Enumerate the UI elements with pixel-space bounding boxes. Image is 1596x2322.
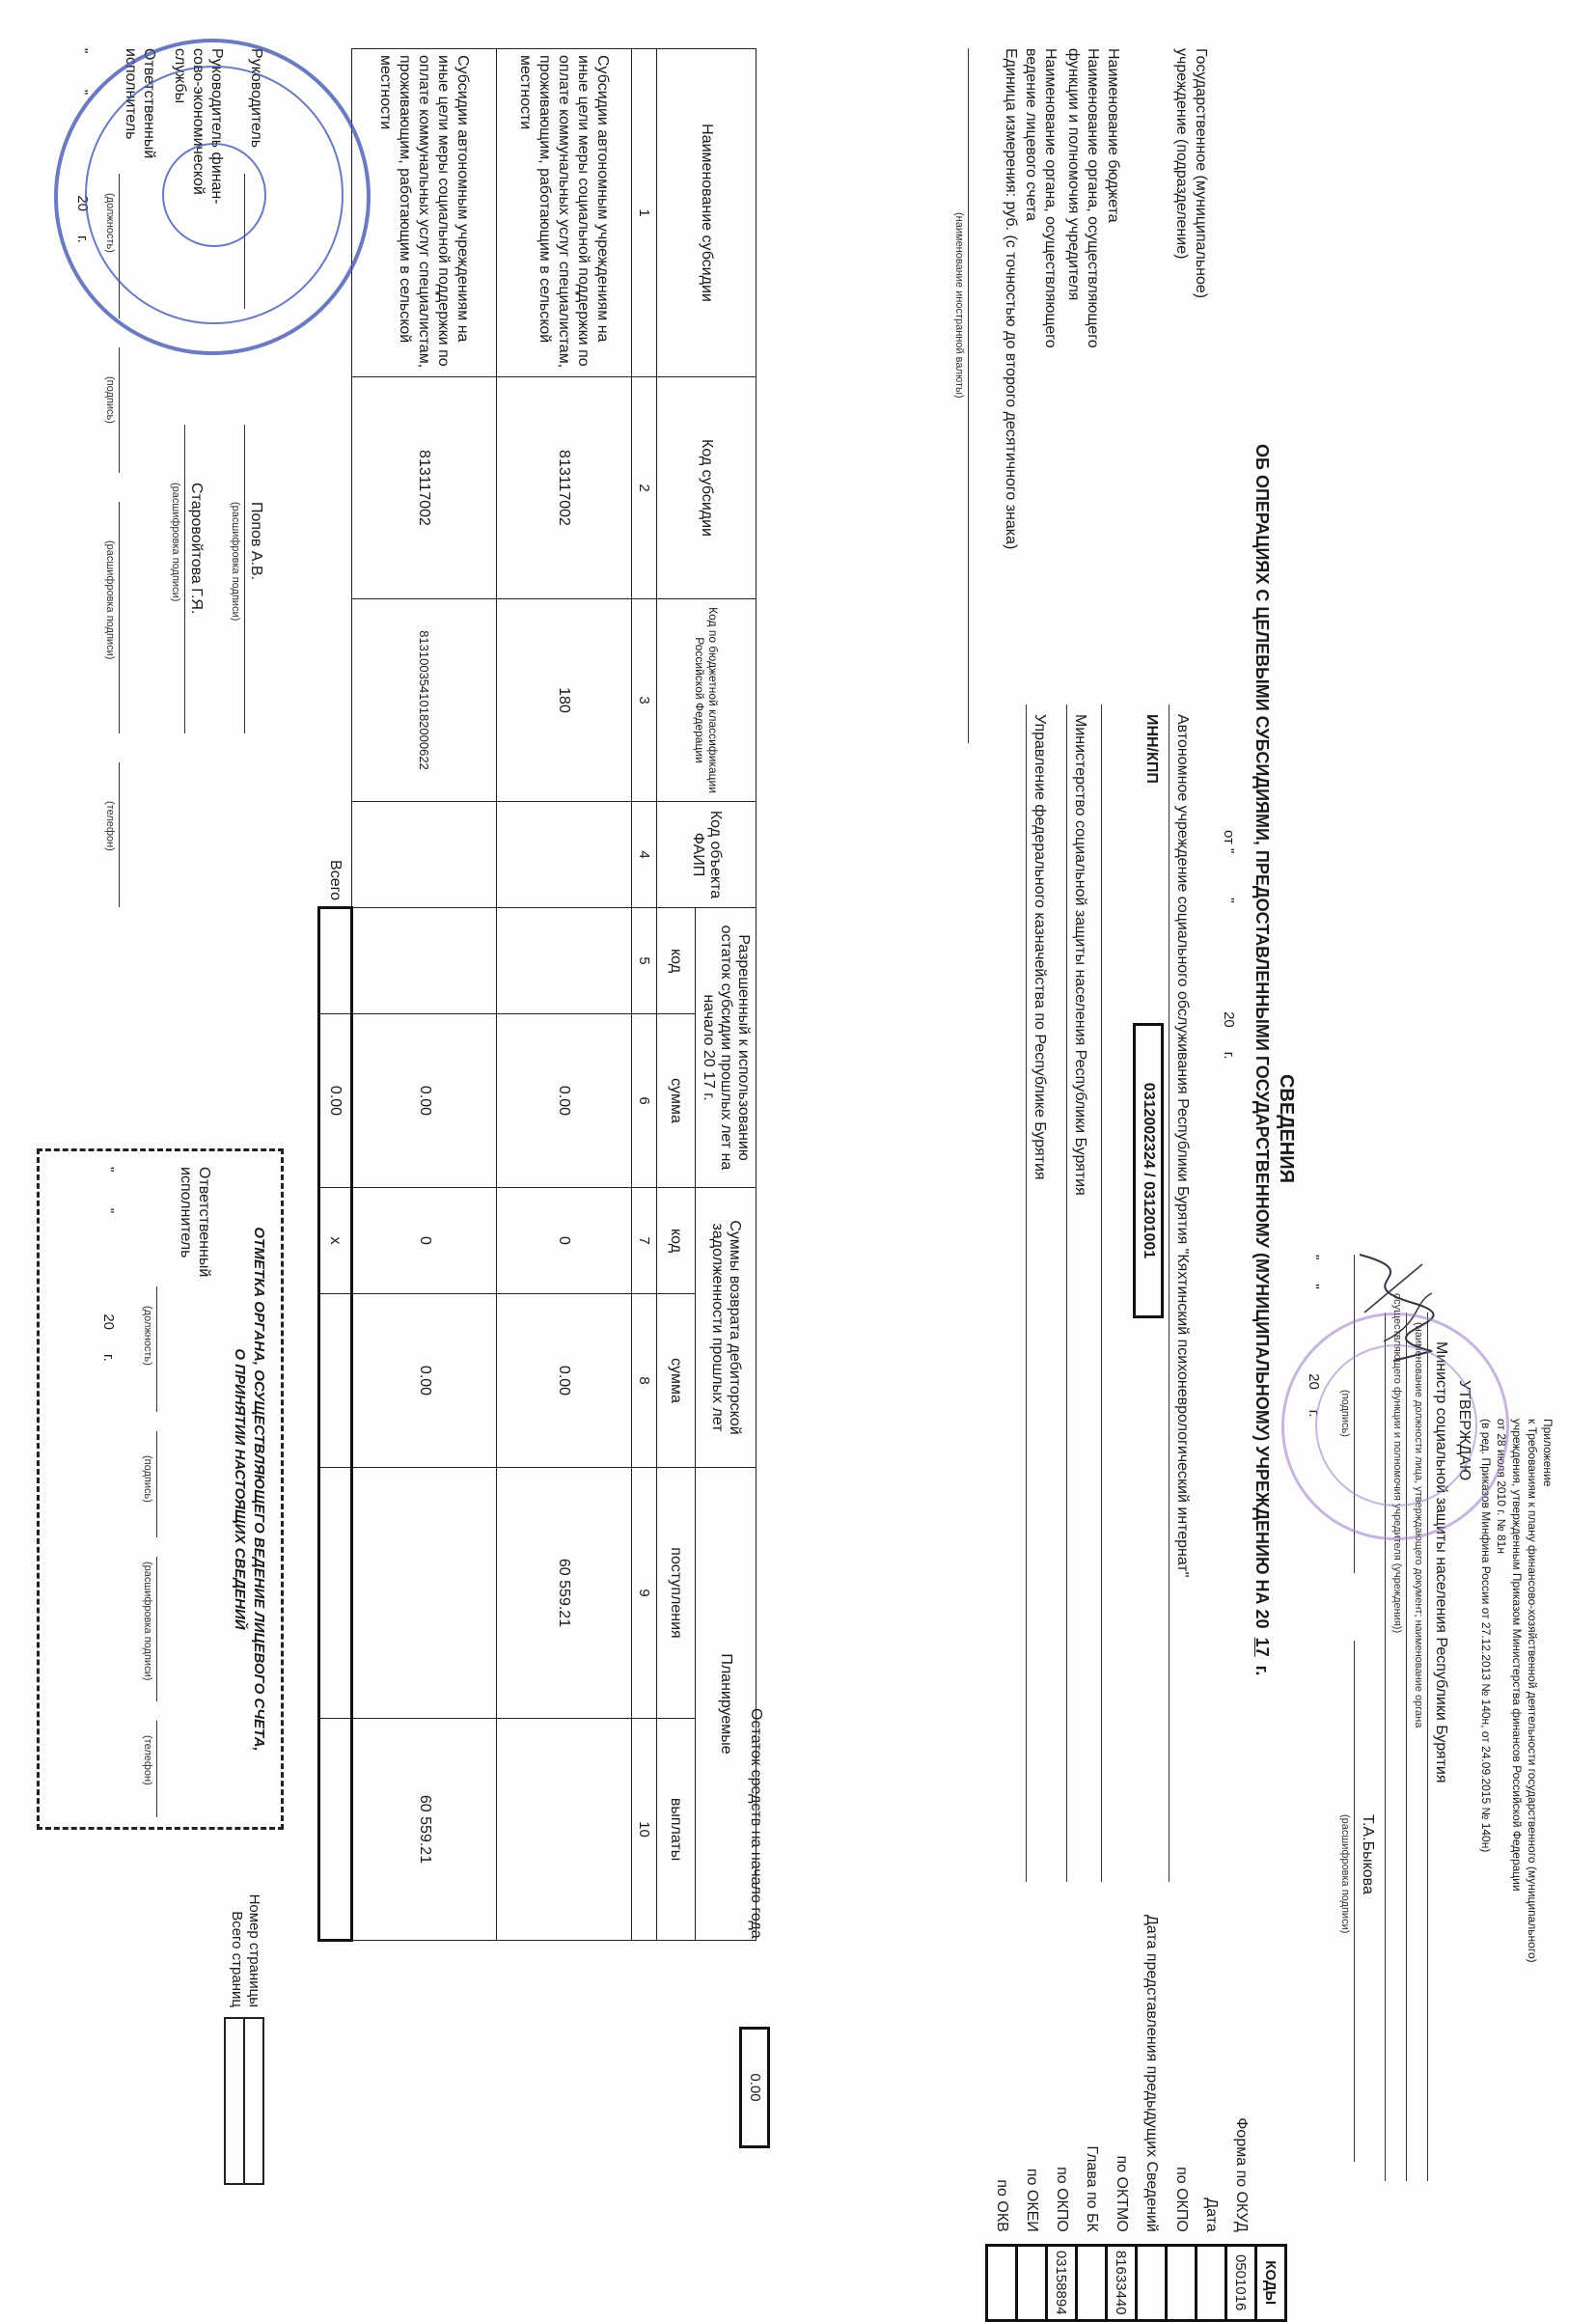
report-date: от " " 20 г. (1221, 830, 1237, 1060)
code-label: по ОКВ (994, 2179, 1010, 2232)
header-code: Код субсидии (657, 377, 757, 599)
position-caption: (наименование должности лица, утверждающего документ; наименование органа (1413, 1322, 1424, 1728)
code-label: по ОКЕИ (1024, 2168, 1040, 2232)
bk-code: 180 (497, 599, 632, 802)
founder-label (1063, 48, 1102, 348)
approve-date: " " 20 г. (1306, 1255, 1322, 1418)
income-value (352, 1468, 497, 1719)
page-number-box (243, 2017, 264, 2185)
code-value: 0501016 (1226, 2245, 1256, 2320)
currency-caption: (наименование иностранной валюты) (953, 212, 965, 399)
allowed-code (497, 908, 632, 1014)
column-number: 9 (632, 1468, 657, 1719)
position-caption: (должность) (142, 1306, 153, 1366)
signature-caption: (подпись) (104, 376, 116, 424)
account-org-name: Управление федерального казначейства по Республике Бурятия (1032, 714, 1048, 1180)
return-code: 0 (497, 1188, 632, 1294)
label-line: функции и полномочия учредителя (1065, 48, 1082, 301)
header-income: поступления (657, 1468, 696, 1719)
label-line: службы (172, 48, 188, 104)
column-number: 6 (632, 1014, 657, 1188)
balance-label: Остаток средств на начало года (748, 1708, 764, 1939)
subsidy-name: Субсидии автономным учреждениям на иные цели меры социальной поддержки по оплате коммунальных услуг специалистам, проживающим, работающим в сельской местности (352, 49, 497, 377)
institution-name: Автономное учреждение социального обслуживания Республики Бурятия "Кяхтинский психоневрологический интернат" (1174, 714, 1191, 1578)
phone-caption: (телефон) (104, 801, 116, 851)
mark-date: " " 20 г. (100, 1167, 117, 1362)
institution-label (1171, 48, 1210, 298)
code-label: Дата представления предыдущих Сведений (1143, 1915, 1160, 2232)
phone-caption: (телефон) (142, 1735, 153, 1785)
report-year: 17 (1252, 1637, 1272, 1657)
appendix-line: Приложение (1541, 1419, 1555, 1487)
column-number: 3 (632, 599, 657, 802)
subsidy-code: 813117002 (352, 377, 497, 599)
subsidy-code: 813117002 (497, 377, 632, 599)
header-payment: выплаты (657, 1719, 696, 1941)
header-code-sub: код (657, 1188, 696, 1294)
signature-caption: (подпись) (1339, 1390, 1351, 1437)
name-caption: (расшифровка подписи) (142, 1562, 153, 1681)
label-line: Государственное (муниципальное) (1193, 48, 1209, 299)
account-label (1021, 48, 1059, 348)
treasury-mark-box (37, 1148, 284, 1830)
appendix-line: (в ред. Приказов Минфина России от 27.12.2013 № 140н, от 24.09.2015 № 140н) (1479, 1419, 1493, 1853)
payment-value: 60 559.21 (352, 1719, 497, 1941)
header-planned: Планируемые (696, 1468, 757, 1941)
head-caption: (расшифровка подписи) (230, 502, 241, 622)
column-number: 5 (632, 908, 657, 1014)
label-line: сово-экономической (190, 48, 206, 195)
head-name: Попов А.В. (248, 502, 264, 581)
allowed-sum: 0.00 (352, 1014, 497, 1188)
allowed-sum: 0.00 (497, 1014, 632, 1188)
total-row (319, 49, 352, 1941)
payment-value (497, 1719, 632, 1941)
page-labels (228, 1834, 262, 2007)
codes-header: КОДЫ (1256, 2245, 1286, 2320)
code-label: Глава по БК (1084, 2145, 1100, 2232)
header-sum-sub: сумма (657, 1014, 696, 1188)
header-bk: Код по бюджетной классификации Российской Федерации (657, 599, 757, 802)
unit-label: Единица измерения: руб. (с точностью до второго десятичного знака) (1003, 48, 1019, 550)
total-pages-label: Всего страниц (229, 1911, 245, 2007)
label-line: Ответственный (196, 1167, 212, 1278)
label-line: Руководитель финан- (208, 48, 225, 205)
column-number: 2 (632, 377, 657, 599)
fin-name: Старовойтова Г.Я. (188, 483, 205, 615)
codes-table (985, 1911, 1287, 2322)
code-value: 81633440 (1107, 2245, 1137, 2320)
name-caption: (расшифровка подписи) (104, 540, 116, 660)
subsidy-name: Субсидии автономным учреждениям на иные цели меры социальной поддержки по оплате коммунальных услуг специалистам, проживающим, работающим в сельской местности (497, 49, 632, 377)
label-line: исполнитель (178, 1167, 194, 1258)
code-label: по ОКПО (1173, 2167, 1190, 2232)
header-sum-sub: сумма (657, 1294, 696, 1468)
bk-code: 81310035410182000622 (352, 599, 497, 802)
code-value (1017, 2245, 1047, 2320)
label-line: исполнитель (123, 48, 139, 140)
return-sum: 0.00 (352, 1294, 497, 1468)
subtitle-end: г. (1252, 1665, 1272, 1676)
position-caption: осуществляющего функции и полномочия учредителя (учреждения)) (1391, 1293, 1403, 1634)
header-return: Суммы возврата дебиторской задолженности прошлых лет (696, 1188, 757, 1468)
signature-caption: (подпись) (142, 1455, 153, 1503)
code-value (1197, 2245, 1226, 2320)
code-label: Форма по ОКУД (1233, 2117, 1250, 2232)
page-number-label: Номер страницы (246, 1894, 262, 2007)
label-line: Наименование органа, осуществляющего (1042, 48, 1059, 348)
subtitle-text: ОБ ОПЕРАЦИЯХ С ЦЕЛЕВЫМИ СУБСИДИЯМИ, ПРЕДОСТАВЛЕННЫМИ ГОСУДАРСТВЕННОМУ (МУНИЦИПАЛЬНОМУ) УЧРЕЖДЕНИЮ НА 20 (1252, 444, 1272, 1629)
table-row (352, 49, 497, 1941)
head-label: Руководитель (248, 48, 264, 149)
total-pages-box (224, 2017, 245, 2185)
column-number: 10 (632, 1719, 657, 1941)
resp-date: " " 20 г. (74, 48, 91, 243)
name-caption: (расшифровка подписи) (1339, 1814, 1351, 1934)
document-title: СВЕДЕНИЯ (1276, 1073, 1297, 1183)
total-label: Всего (327, 860, 344, 900)
allowed-code (352, 908, 497, 1014)
mark-resp-label (177, 1167, 213, 1277)
code-value: 03158894 (1047, 2245, 1077, 2320)
return-code: 0 (352, 1188, 497, 1294)
code-value (1077, 2245, 1107, 2320)
code-label: по ОКТМО (1114, 2155, 1130, 2232)
table-row (497, 49, 632, 1941)
header-faip: Код объекта ФАИП (657, 802, 757, 908)
column-number: 1 (632, 49, 657, 377)
income-value: 60 559.21 (497, 1468, 632, 1719)
column-number: 7 (632, 1188, 657, 1294)
label-line: учреждение (подразделение) (1173, 48, 1190, 260)
document-subtitle (1252, 444, 1272, 1675)
approver-name: Т.А.Быкова (1360, 1814, 1376, 1894)
code-label: по ОКПО (1054, 2167, 1070, 2232)
label-line: ведение лицевого счета (1023, 48, 1039, 221)
budget-label: Наименование бюджета (1105, 48, 1121, 223)
column-number: 4 (632, 802, 657, 908)
inn-value: 0312002324 / 031201001 (1133, 1023, 1164, 1318)
mark-title: ОТМЕТКА ОРГАНА, ОСУЩЕСТВЛЯЮЩЕГО ВЕДЕНИЕ ЛИЦЕВОГО СЧЕТА, (251, 1227, 267, 1752)
appendix-line: к Требованиям к плану финансово-хозяйственной деятельности государственного (муниципального) (1526, 1419, 1539, 1963)
header-name: Наименование субсидии (657, 49, 757, 377)
faip-code (352, 802, 497, 908)
code-value (1137, 2245, 1167, 2320)
appendix-note (1478, 1419, 1555, 1963)
subsidies-table (317, 48, 757, 1942)
column-number: 8 (632, 1294, 657, 1468)
institution-round-stamp (54, 39, 371, 355)
faip-code (497, 802, 632, 908)
label-line: Наименование органа, осуществляющего (1085, 48, 1101, 348)
return-sum: 0.00 (497, 1294, 632, 1468)
total-return-code: x (319, 1188, 352, 1294)
header-code-sub: код (657, 908, 696, 1014)
inn-label: ИНН/КПП (1143, 714, 1160, 784)
code-label: Дата (1203, 2198, 1220, 2232)
position-caption: (должность) (104, 193, 116, 253)
appendix-line: от 28 июля 2010 г. № 81н (1495, 1419, 1508, 1554)
approver-position: Министр социальной защиты населения Республики Бурятия (1433, 1341, 1449, 1783)
fin-caption: (расшифровка подписи) (170, 483, 181, 602)
organization-seal (1281, 1313, 1509, 1540)
balance-value: 0.00 (739, 2027, 770, 2148)
header-allowed: Разрешенный к использованию остаток субсидии прошлых лет на начало 20 17 г. (696, 908, 757, 1188)
code-value (987, 2245, 1017, 2320)
appendix-line: учреждения, утвержденным Приказом Министерства финансов Российской Федерации (1510, 1419, 1524, 1892)
founder-name: Министерство социальной защиты населения Республики Бурятия (1072, 714, 1088, 1196)
total-allowed: 0.00 (319, 1014, 352, 1188)
label-line: Ответственный (141, 48, 157, 159)
mark-title: О ПРИНЯТИИ НАСТОЯЩИХ СВЕДЕНИЙ (232, 1348, 248, 1630)
approve-title: УТВЕРЖДАЮ (1456, 1380, 1472, 1481)
code-value (1167, 2245, 1197, 2320)
